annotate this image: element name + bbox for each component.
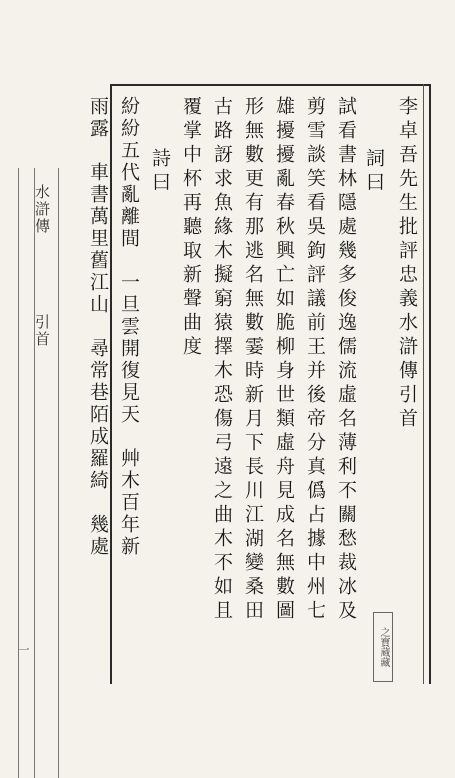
ci-label: 詞曰 — [363, 148, 385, 196]
ci-line: 覆掌中杯再聽取新聲曲度 — [180, 96, 202, 360]
margin-volume: 引首 — [33, 314, 51, 348]
frame-inner-right-rule — [423, 84, 424, 684]
margin-rule — [58, 168, 59, 778]
collector-seal: 之寶蔵藏 — [373, 612, 393, 682]
ci-line: 雄擾擾亂春秋興亡如脆柳身世類虛舟見成名無數圖 — [273, 96, 295, 624]
ci-line: 試看書林隱處幾多俊逸儒流虛名薄利不關愁裁冰及 — [335, 96, 357, 624]
shi-line: 雨露 車書萬里舊江山 尋常巷陌成羅綺 幾處 — [87, 96, 109, 558]
ci-line: 剪雪談笑看吳鉤評議前王并後帝分真僞占據中州七 — [304, 96, 326, 624]
title-column: 李卓吾先生批評忠義水滸傳引首 — [396, 96, 418, 432]
frame-left-rule — [110, 84, 112, 684]
shi-line: 紛紛五代亂離間 一旦雲開復見天 艸木百年新 — [118, 96, 140, 558]
margin-rule — [18, 168, 19, 778]
frame-top-rule — [110, 84, 431, 86]
frame-right-rule — [429, 84, 431, 684]
margin-book-title: 水滸傳 — [33, 184, 51, 235]
ci-line: 古路訝求魚緣木擬窮猿擇木恐傷弓遠之曲木不如且 — [211, 96, 233, 624]
ci-line: 形無數更有那逃名無數霎時新月下長川江湖變桑田 — [242, 96, 264, 624]
margin-rule — [34, 168, 35, 778]
margin-folio: 一 — [17, 644, 30, 656]
shi-label: 詩曰 — [149, 148, 171, 196]
